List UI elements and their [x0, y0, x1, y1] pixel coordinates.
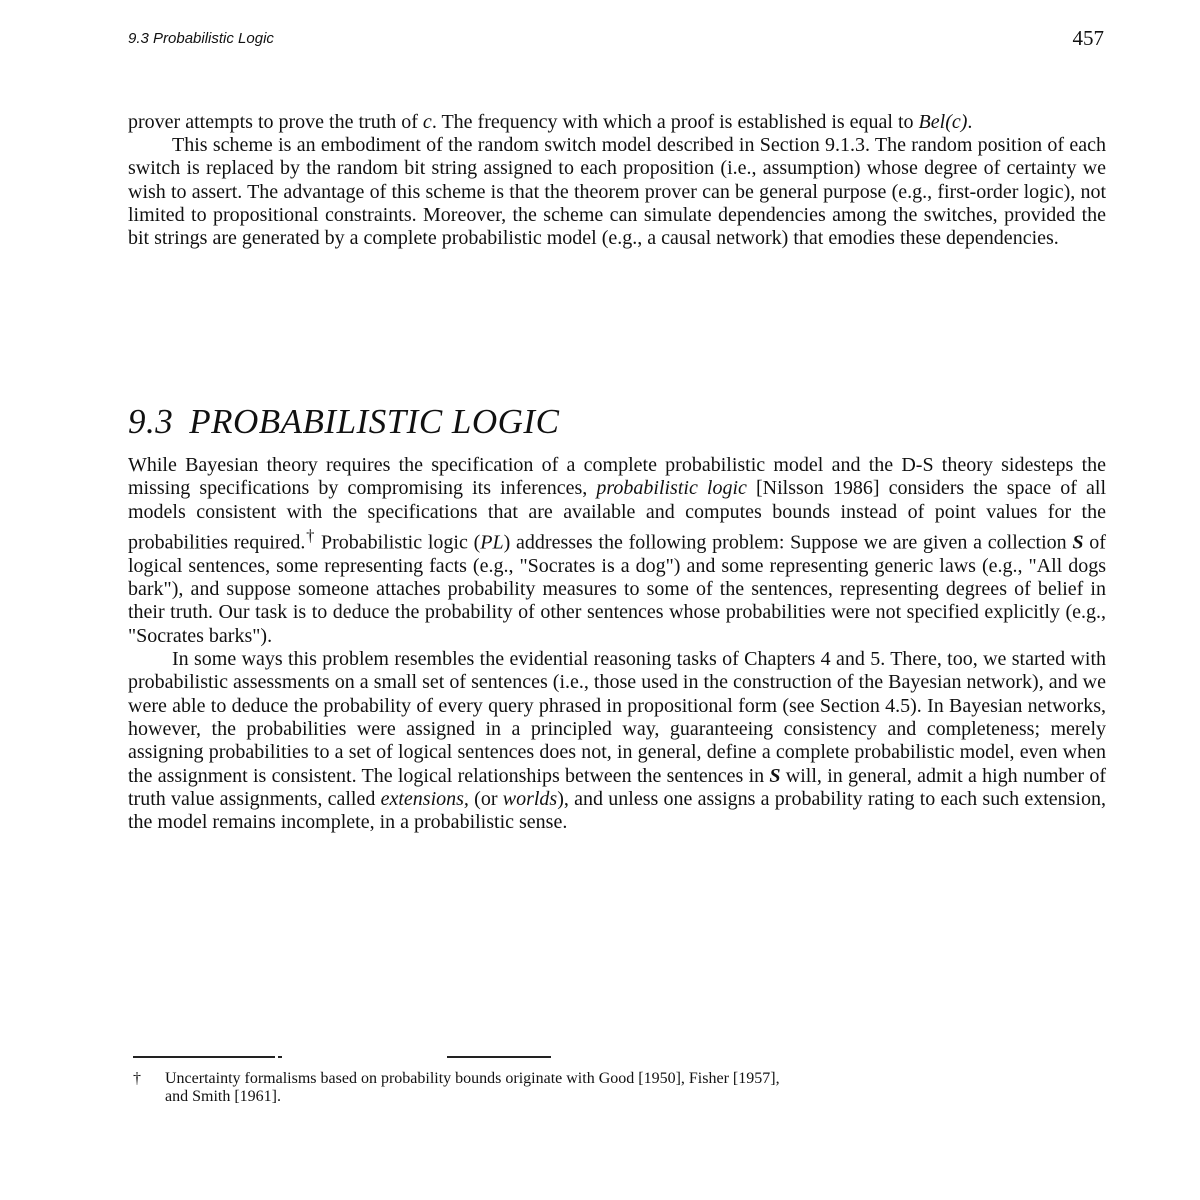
section-heading	[128, 402, 559, 442]
term-probabilistic-logic: probabilistic logic	[596, 477, 747, 500]
footnote	[133, 1070, 1108, 1106]
intro-block	[128, 111, 1106, 250]
running-head: 9.3 Probabilistic Logic	[128, 30, 274, 47]
footnote-line-2: and Smith [1961].	[165, 1088, 281, 1105]
footnote-reference: †	[305, 525, 316, 545]
footnote-line-1: Uncertainty formalisms based on probability bounds originate with Good [1950], Fisher [1957],	[165, 1070, 780, 1087]
section-title: PROBABILISTIC LOGIC	[189, 402, 560, 441]
page-number: 457	[1072, 26, 1104, 50]
footnote-marker: †	[133, 1070, 141, 1087]
intro-paragraph-1: prover attempts to prove the truth of c. The frequency with which a proof is established is equal to Bel(c).	[128, 111, 973, 133]
section-number: 9.3	[128, 402, 174, 441]
footnote-rule	[133, 1056, 553, 1058]
intro-paragraph-2: This scheme is an embodiment of the random switch model described in Section 9.1.3. The random position of each switch is replaced by the random bit string assigned to each proposition (i.e., assumption) whose degree of certainty we wish to assert. The advantage of this scheme is that the theorem prover can be general purpose (e.g., first-order logic), not limited to propositional constraints. Moreover, the scheme can simulate dependencies among the switches, provided the bit strings are generated by a complete probabilistic model (e.g., a causal network) that emodies these dependencies.	[128, 134, 1106, 250]
main-paragraph-2: In some ways this problem resembles the evidential reasoning tasks of Chapters 4 and 5. There, too, we started with probabilistic assessments on a small set of sentences (i.e., those used in the construction of the Bayesian network), and we were able to deduce the probability of every query phrased in propositional form (see Section 4.5). In Bayesian networks, however, the probabilities were assigned in a principled way, guaranteeing consistency and completeness; merely assigning probabilities to a set of logical sentences does not, in general, define a complete probabilistic model, even when the assignment is consistent. The logical relationships between the sentences in S will, in general, admit a high number of truth value assignments, called extensions, (or worlds), and unless one assigns a probability rating to each such extension, the model remains incomplete, in a probabilistic sense.	[128, 648, 1106, 834]
main-paragraph-1: While Bayesian theory requires the specification of a complete probabilistic model and the D-S theory sidesteps the missing specifications by compromising its inferences, probabilistic logic [Nilsson 1986] considers the space of all models consistent with the specifications that are available and computes bounds instead of point values for the probabilities required.† Probabilistic logic (PL) addresses the following problem: Suppose we are given a collection S of logical sentences, some representing facts (e.g., "Socrates is a dog") and some representing generic laws (e.g., "All dogs bark"), and suppose someone attaches probability measures to some of the sentences, representing degrees of belief in their truth. Our task is to deduce the probability of other sentences whose probabilities were not specified explicitly (e.g., "Socrates barks").	[128, 454, 1106, 647]
main-block	[128, 454, 1106, 834]
